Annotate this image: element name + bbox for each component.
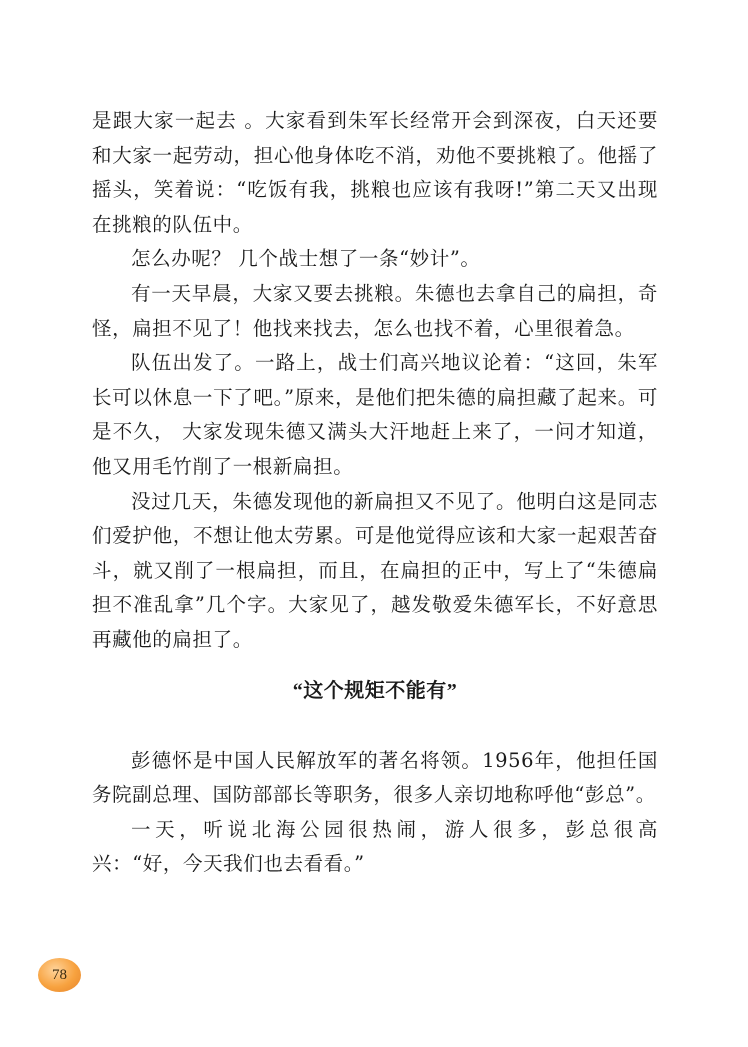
section-title: “这个规矩不能有” — [292, 679, 458, 702]
paragraph-6: 彭德怀是中国人民解放军的著名将领。1956年，他担任国务院副总理、国防部部长等职务，很多人亲切地称呼他“彭总”。 — [92, 748, 658, 807]
paragraph-5: 没过几天，朱德发现他的新扁担又不见了。他明白这是同志们爱护他，不想让他太劳累。可是他觉得应该和大家一起艰苦奋斗，就又削了一根扁担，而且，在扁担的正中，写上了“朱德扁担不准乱拿”几个字。大家见了，越发敬爱朱德军长，不好意思再藏他的扁担了。 — [92, 489, 658, 651]
paragraph-7: 一天，听说北海公园很热闹，游人很多，彭总很高兴：“好，今天我们也去看看。” — [92, 817, 658, 876]
paragraph-2: 怎么办呢？ 几个战士想了一条“妙计”。 — [131, 247, 481, 271]
paragraph-4: 队伍出发了。一路上，战士们高兴地议论着：“这回，朱军长可以休息一下了吧。”原来，是他们把朱德的扁担藏了起来。可是不久， 大家发现朱德又满头大汗地赶上来了，一问才知道，他又用毛竹削了一根新扁担。 — [92, 351, 658, 478]
story-section-top — [92, 104, 658, 658]
paragraph-3: 有一天早晨，大家又要去挑粮。朱德也去拿自己的扁担，奇怪，扁担不见了！他找来找去，怎么也找不着，心里很着急。 — [92, 281, 658, 340]
page-number: 78 — [52, 966, 67, 983]
story-section-bottom — [92, 744, 658, 882]
paragraph-1: 是跟大家一起去 。大家看到朱军长经常开会到深夜，白天还要和大家一起劳动，担心他身体吃不消，劝他不要挑粮了。他摇了摇头，笑着说：“吃饭有我，挑粮也应该有我呀!”第二天又出现在挑粮的队伍中。 — [92, 109, 658, 236]
page-content — [92, 104, 658, 882]
page-number-badge — [38, 958, 81, 992]
